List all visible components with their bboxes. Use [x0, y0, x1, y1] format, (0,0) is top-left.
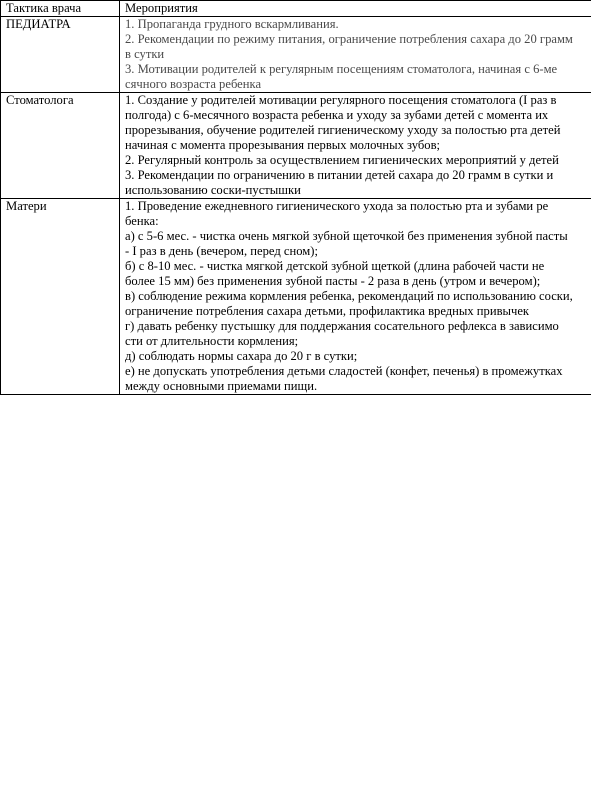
measure-line: начиная с момента прорезывания первых молочных зубов;	[125, 138, 441, 152]
measure-line: прорезывания, обучение родителей гигиеническому уходу за полостью рта детей	[125, 123, 561, 137]
measure-line: 1. Создание у родителей мотивации регулярного посещения стоматолога (I раз в	[125, 93, 557, 107]
measure-line: между основными приемами пищи.	[125, 379, 318, 393]
measures-cell-mother	[120, 199, 591, 395]
measure-line: г) давать ребенку пустышку для поддержания сосательного рефлекса в зависимо	[125, 319, 559, 333]
measure-line: сячного возраста ребенка	[125, 77, 262, 91]
role-cell-mother: Матери	[1, 199, 120, 395]
measures-cell-pediatrician	[120, 17, 591, 93]
measure-line: более 15 мм) без применения зубной пасты - 2 раза в день (утром и вечером);	[125, 274, 541, 288]
column-header-tactics: Тактика врача	[1, 1, 120, 17]
measure-line: а) с 5-6 мес. - чистка очень мягкой зубной щеточкой без применения зубной пасты	[125, 229, 568, 243]
measure-line: ограничение потребления сахара детьми, профилактика вредных привычек	[125, 304, 530, 318]
measure-line: 2. Регулярный контроль за осуществлением гигиенических мероприятий у детей	[125, 153, 559, 167]
measure-line: в сутки	[125, 47, 165, 61]
table-row-dentist	[1, 93, 591, 199]
table-header-row	[1, 1, 591, 17]
measure-line: 3. Рекомендации по ограничению в питании детей сахара до 20 грамм в сутки и	[125, 168, 554, 182]
measure-line: полгода) с 6-месячного возраста ребенка и уходу за зубами детей с момента их	[125, 108, 549, 122]
measure-line: 2. Рекомендации по режиму питания, ограничение потребления сахара до 20 грамм	[125, 32, 573, 46]
measure-line: сти от длительности кормления;	[125, 334, 299, 348]
measure-line: б) с 8-10 мес. - чистка мягкой детской зубной щеткой (длина рабочей части не	[125, 259, 545, 273]
measure-line: 1. Пропаганда грудного вскармливания.	[125, 17, 339, 31]
measure-line: использованию соски-пустышки	[125, 183, 301, 197]
measure-line: 3. Мотивации родителей к регулярным посещениям стоматолога, начиная с 6-ме	[125, 62, 558, 76]
table-row-mother	[1, 199, 591, 395]
role-cell-pediatrician: ПЕДИАТРА	[1, 17, 120, 93]
measure-line: в) соблюдение режима кормления ребенка, рекомендаций по использованию соски,	[125, 289, 573, 303]
measure-line: е) не допускать употребления детьми сладостей (конфет, печенья) в промежутках	[125, 364, 563, 378]
measure-line: 1. Проведение ежедневного гигиенического ухода за полостью рта и зубами ре	[125, 199, 549, 213]
table-row-pediatrician	[1, 17, 591, 93]
measures-table	[0, 0, 591, 395]
measure-line: бенка:	[125, 214, 159, 228]
role-cell-dentist: Стоматолога	[1, 93, 120, 199]
measure-line: д) соблюдать нормы сахара до 20 г в сутки;	[125, 349, 358, 363]
measure-line: - I раз в день (вечером, перед сном);	[125, 244, 318, 258]
column-header-measures: Мероприятия	[120, 1, 591, 17]
measures-cell-dentist	[120, 93, 591, 199]
